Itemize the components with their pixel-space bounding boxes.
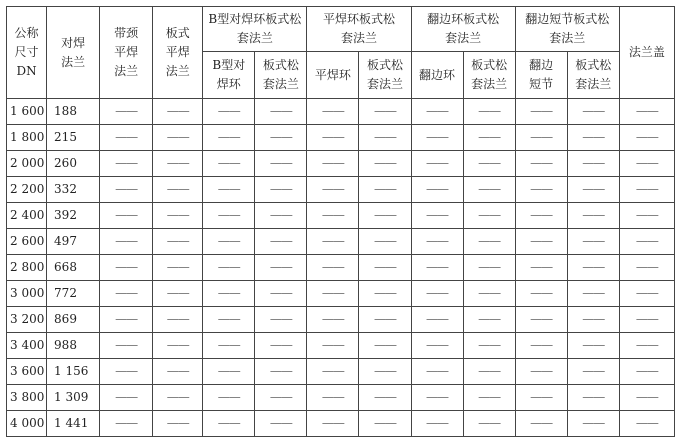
cell-butt-weld: 215 xyxy=(47,125,100,151)
cell-not-applicable: —— xyxy=(515,203,567,229)
cell-not-applicable: —— xyxy=(567,307,619,333)
header-b-ring: B型对焊环 xyxy=(203,52,255,99)
cell-dn: 2 000 xyxy=(7,151,47,177)
cell-not-applicable: —— xyxy=(153,177,203,203)
cell-butt-weld: 668 xyxy=(47,255,100,281)
header-row-top xyxy=(7,7,675,52)
cell-butt-weld: 1 156 xyxy=(47,359,100,385)
table-row xyxy=(7,151,675,177)
header-lap-loose: 板式松套法兰 xyxy=(463,52,515,99)
cell-not-applicable: —— xyxy=(203,385,255,411)
header-blind: 法兰盖 xyxy=(619,7,674,99)
cell-not-applicable: —— xyxy=(567,411,619,437)
cell-not-applicable: —— xyxy=(153,229,203,255)
cell-not-applicable: —— xyxy=(153,203,203,229)
cell-not-applicable: —— xyxy=(411,333,463,359)
cell-not-applicable: —— xyxy=(100,359,153,385)
cell-not-applicable: —— xyxy=(153,151,203,177)
cell-not-applicable: —— xyxy=(359,99,411,125)
flange-table-container xyxy=(6,6,675,437)
cell-not-applicable: —— xyxy=(463,99,515,125)
cell-not-applicable: —— xyxy=(515,411,567,437)
cell-dn: 3 400 xyxy=(7,333,47,359)
cell-not-applicable: —— xyxy=(255,229,307,255)
cell-not-applicable: —— xyxy=(203,203,255,229)
cell-dn: 3 600 xyxy=(7,359,47,385)
cell-not-applicable: —— xyxy=(515,125,567,151)
cell-dn: 4 000 xyxy=(7,411,47,437)
cell-not-applicable: —— xyxy=(203,411,255,437)
cell-not-applicable: —— xyxy=(619,307,674,333)
cell-not-applicable: —— xyxy=(463,151,515,177)
cell-not-applicable: —— xyxy=(567,229,619,255)
cell-not-applicable: —— xyxy=(100,151,153,177)
cell-not-applicable: —— xyxy=(100,385,153,411)
cell-not-applicable: —— xyxy=(255,281,307,307)
header-flat-loose: 板式松套法兰 xyxy=(359,52,411,99)
cell-not-applicable: —— xyxy=(515,281,567,307)
cell-not-applicable: —— xyxy=(515,99,567,125)
cell-not-applicable: —— xyxy=(307,411,359,437)
cell-not-applicable: —— xyxy=(463,307,515,333)
cell-not-applicable: —— xyxy=(619,255,674,281)
table-row xyxy=(7,99,675,125)
cell-not-applicable: —— xyxy=(411,411,463,437)
cell-not-applicable: —— xyxy=(359,229,411,255)
cell-not-applicable: —— xyxy=(359,151,411,177)
cell-not-applicable: —— xyxy=(255,151,307,177)
cell-not-applicable: —— xyxy=(463,281,515,307)
cell-not-applicable: —— xyxy=(100,281,153,307)
cell-butt-weld: 988 xyxy=(47,333,100,359)
cell-not-applicable: —— xyxy=(567,255,619,281)
cell-not-applicable: —— xyxy=(619,125,674,151)
cell-not-applicable: —— xyxy=(255,411,307,437)
header-plate-slip: 板式平焊法兰 xyxy=(153,7,203,99)
cell-not-applicable: —— xyxy=(619,385,674,411)
cell-not-applicable: —— xyxy=(359,255,411,281)
cell-butt-weld: 1 309 xyxy=(47,385,100,411)
cell-not-applicable: —— xyxy=(153,307,203,333)
cell-not-applicable: —— xyxy=(359,411,411,437)
cell-not-applicable: —— xyxy=(255,333,307,359)
cell-not-applicable: —— xyxy=(463,255,515,281)
cell-not-applicable: —— xyxy=(463,229,515,255)
cell-not-applicable: —— xyxy=(100,125,153,151)
cell-not-applicable: —— xyxy=(619,229,674,255)
cell-not-applicable: —— xyxy=(619,359,674,385)
cell-not-applicable: —— xyxy=(411,281,463,307)
cell-not-applicable: —— xyxy=(153,281,203,307)
table-row xyxy=(7,411,675,437)
cell-not-applicable: —— xyxy=(567,333,619,359)
header-lap-group: 翻边环板式松套法兰 xyxy=(411,7,515,52)
cell-not-applicable: —— xyxy=(515,307,567,333)
cell-not-applicable: —— xyxy=(515,359,567,385)
table-row xyxy=(7,177,675,203)
cell-not-applicable: —— xyxy=(619,411,674,437)
cell-not-applicable: —— xyxy=(100,203,153,229)
cell-dn: 2 800 xyxy=(7,255,47,281)
cell-butt-weld: 332 xyxy=(47,177,100,203)
table-row xyxy=(7,125,675,151)
cell-butt-weld: 772 xyxy=(47,281,100,307)
cell-not-applicable: —— xyxy=(203,99,255,125)
cell-dn: 1 600 xyxy=(7,99,47,125)
table-row xyxy=(7,229,675,255)
cell-not-applicable: —— xyxy=(203,255,255,281)
cell-not-applicable: —— xyxy=(463,333,515,359)
cell-not-applicable: —— xyxy=(307,255,359,281)
cell-not-applicable: —— xyxy=(307,281,359,307)
cell-not-applicable: —— xyxy=(255,359,307,385)
cell-not-applicable: —— xyxy=(203,125,255,151)
cell-not-applicable: —— xyxy=(567,177,619,203)
header-flat-group: 平焊环板式松套法兰 xyxy=(307,7,411,52)
cell-not-applicable: —— xyxy=(359,281,411,307)
cell-not-applicable: —— xyxy=(619,99,674,125)
header-stub-loose: 板式松套法兰 xyxy=(567,52,619,99)
cell-not-applicable: —— xyxy=(567,203,619,229)
cell-not-applicable: —— xyxy=(255,307,307,333)
cell-not-applicable: —— xyxy=(203,281,255,307)
cell-not-applicable: —— xyxy=(359,307,411,333)
header-stub-group: 翻边短节板式松套法兰 xyxy=(515,7,619,52)
header-flat-ring: 平焊环 xyxy=(307,52,359,99)
cell-not-applicable: —— xyxy=(411,99,463,125)
cell-not-applicable: —— xyxy=(307,177,359,203)
header-b-group: B型对焊环板式松套法兰 xyxy=(203,7,307,52)
cell-not-applicable: —— xyxy=(153,359,203,385)
cell-butt-weld: 869 xyxy=(47,307,100,333)
cell-not-applicable: —— xyxy=(153,411,203,437)
cell-not-applicable: —— xyxy=(307,151,359,177)
cell-not-applicable: —— xyxy=(463,177,515,203)
cell-not-applicable: —— xyxy=(203,229,255,255)
cell-not-applicable: —— xyxy=(619,151,674,177)
cell-not-applicable: —— xyxy=(255,203,307,229)
cell-not-applicable: —— xyxy=(567,151,619,177)
table-row xyxy=(7,333,675,359)
cell-not-applicable: —— xyxy=(307,203,359,229)
flange-table xyxy=(6,6,675,437)
cell-not-applicable: —— xyxy=(255,125,307,151)
cell-dn: 1 800 xyxy=(7,125,47,151)
cell-not-applicable: —— xyxy=(203,359,255,385)
cell-not-applicable: —— xyxy=(463,411,515,437)
cell-not-applicable: —— xyxy=(153,255,203,281)
table-row xyxy=(7,307,675,333)
cell-dn: 2 400 xyxy=(7,203,47,229)
header-stub-ring: 翻边短节 xyxy=(515,52,567,99)
cell-not-applicable: —— xyxy=(307,307,359,333)
cell-not-applicable: —— xyxy=(100,255,153,281)
cell-not-applicable: —— xyxy=(255,255,307,281)
cell-dn: 3 800 xyxy=(7,385,47,411)
cell-butt-weld: 392 xyxy=(47,203,100,229)
cell-not-applicable: —— xyxy=(411,307,463,333)
cell-not-applicable: —— xyxy=(100,411,153,437)
cell-not-applicable: —— xyxy=(515,229,567,255)
cell-not-applicable: —— xyxy=(153,385,203,411)
cell-not-applicable: —— xyxy=(307,385,359,411)
cell-not-applicable: —— xyxy=(619,177,674,203)
cell-not-applicable: —— xyxy=(153,99,203,125)
cell-dn: 3 000 xyxy=(7,281,47,307)
cell-not-applicable: —— xyxy=(307,359,359,385)
cell-not-applicable: —— xyxy=(463,125,515,151)
cell-not-applicable: —— xyxy=(307,99,359,125)
cell-butt-weld: 260 xyxy=(47,151,100,177)
table-row xyxy=(7,255,675,281)
cell-not-applicable: —— xyxy=(100,177,153,203)
cell-not-applicable: —— xyxy=(255,385,307,411)
cell-dn: 2 200 xyxy=(7,177,47,203)
cell-not-applicable: —— xyxy=(153,333,203,359)
cell-not-applicable: —— xyxy=(100,307,153,333)
cell-not-applicable: —— xyxy=(203,307,255,333)
cell-not-applicable: —— xyxy=(411,203,463,229)
cell-not-applicable: —— xyxy=(359,359,411,385)
cell-not-applicable: —— xyxy=(153,125,203,151)
cell-not-applicable: —— xyxy=(359,385,411,411)
cell-dn: 3 200 xyxy=(7,307,47,333)
cell-not-applicable: —— xyxy=(100,333,153,359)
header-neck-slip: 带颈平焊法兰 xyxy=(100,7,153,99)
cell-not-applicable: —— xyxy=(307,125,359,151)
cell-not-applicable: —— xyxy=(463,359,515,385)
cell-not-applicable: —— xyxy=(411,125,463,151)
cell-not-applicable: —— xyxy=(567,281,619,307)
cell-not-applicable: —— xyxy=(411,385,463,411)
cell-not-applicable: —— xyxy=(359,177,411,203)
table-row xyxy=(7,385,675,411)
cell-not-applicable: —— xyxy=(567,385,619,411)
cell-not-applicable: —— xyxy=(411,177,463,203)
cell-dn: 2 600 xyxy=(7,229,47,255)
cell-not-applicable: —— xyxy=(203,151,255,177)
cell-not-applicable: —— xyxy=(515,385,567,411)
cell-not-applicable: —— xyxy=(463,385,515,411)
header-b-loose: 板式松套法兰 xyxy=(255,52,307,99)
table-row xyxy=(7,281,675,307)
cell-butt-weld: 1 441 xyxy=(47,411,100,437)
header-butt-weld: 对焊法兰 xyxy=(47,7,100,99)
cell-not-applicable: —— xyxy=(359,333,411,359)
cell-not-applicable: —— xyxy=(359,125,411,151)
cell-not-applicable: —— xyxy=(100,229,153,255)
cell-not-applicable: —— xyxy=(463,203,515,229)
cell-not-applicable: —— xyxy=(515,255,567,281)
cell-not-applicable: —— xyxy=(100,99,153,125)
table-body xyxy=(7,99,675,437)
cell-not-applicable: —— xyxy=(515,333,567,359)
cell-not-applicable: —— xyxy=(619,281,674,307)
cell-not-applicable: —— xyxy=(515,177,567,203)
cell-not-applicable: —— xyxy=(411,255,463,281)
cell-not-applicable: —— xyxy=(619,333,674,359)
cell-not-applicable: —— xyxy=(203,177,255,203)
cell-not-applicable: —— xyxy=(359,203,411,229)
cell-not-applicable: —— xyxy=(411,151,463,177)
cell-not-applicable: —— xyxy=(307,333,359,359)
cell-not-applicable: —— xyxy=(203,333,255,359)
cell-butt-weld: 497 xyxy=(47,229,100,255)
cell-not-applicable: —— xyxy=(307,229,359,255)
cell-not-applicable: —— xyxy=(411,229,463,255)
cell-not-applicable: —— xyxy=(255,99,307,125)
cell-not-applicable: —— xyxy=(567,125,619,151)
cell-butt-weld: 188 xyxy=(47,99,100,125)
header-dn: 公称尺寸DN xyxy=(7,7,47,99)
cell-not-applicable: —— xyxy=(255,177,307,203)
header-lap-ring: 翻边环 xyxy=(411,52,463,99)
cell-not-applicable: —— xyxy=(411,359,463,385)
table-row xyxy=(7,203,675,229)
cell-not-applicable: —— xyxy=(515,151,567,177)
cell-not-applicable: —— xyxy=(567,359,619,385)
cell-not-applicable: —— xyxy=(619,203,674,229)
table-row xyxy=(7,359,675,385)
cell-not-applicable: —— xyxy=(567,99,619,125)
